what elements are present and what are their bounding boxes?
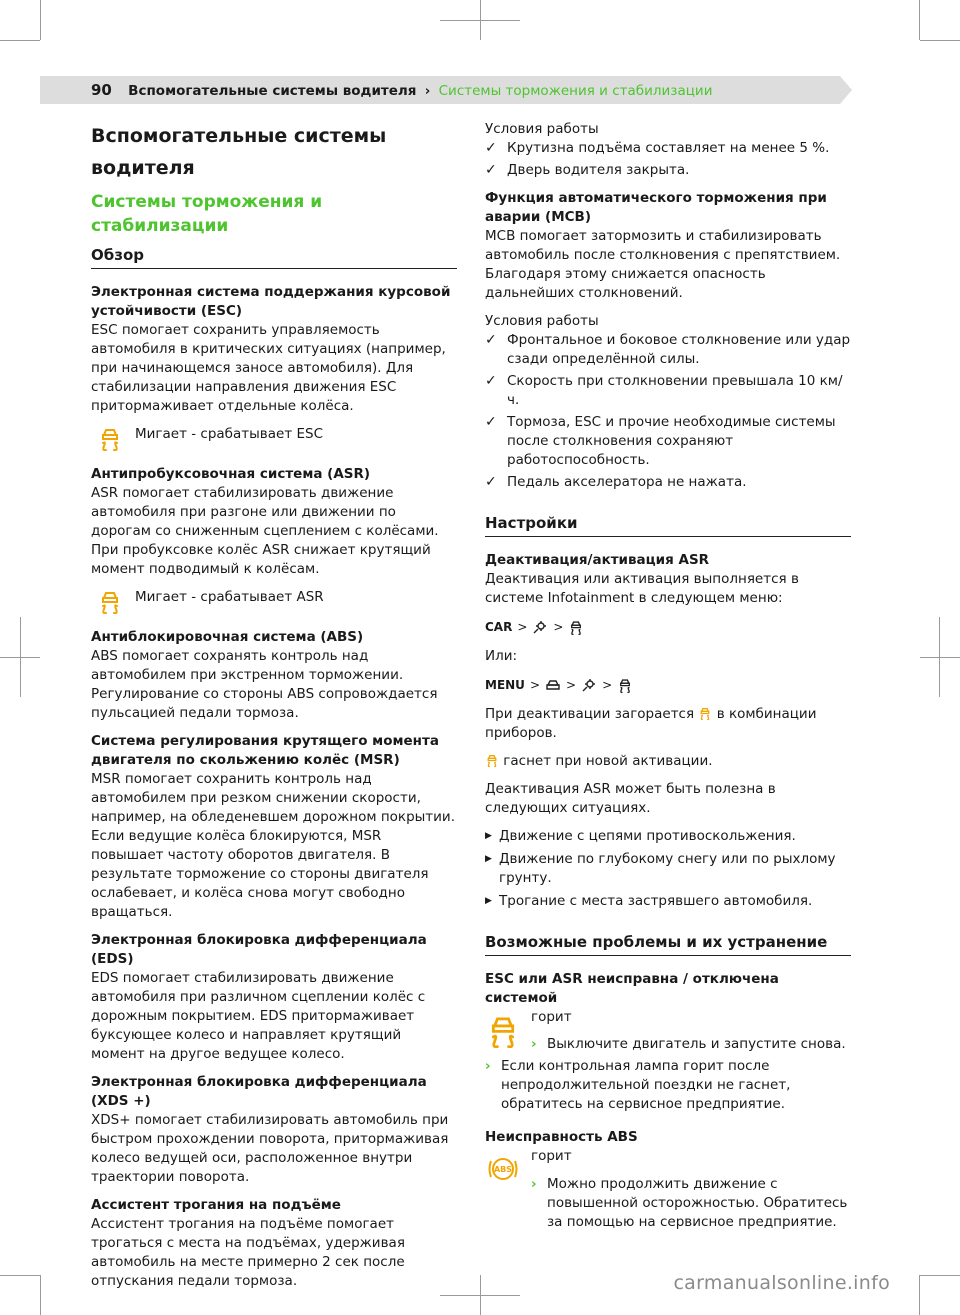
header-separator: › (424, 83, 431, 99)
menu-path-car (485, 617, 851, 637)
eds-text: EDS помогает стабилизировать движение автомобиля при различном сцеплении колёс с дорожным покрытием. EDS притормаживает буксующее колесо и направляет крутящий момент на другое ведущее колесо. (91, 970, 426, 1062)
list-item: ✓ Крутизна подъёма составляет на менее 5 %. (485, 140, 830, 156)
xds-text: XDS+ помогает стабилизировать автомобиль при быстром прохождении поворота, притормаживая колесо ведущей оси, расположенное внутри траектории поворота. (91, 1112, 449, 1185)
chevron-right-icon: › (485, 1058, 491, 1074)
esc-warning (97, 425, 457, 451)
troubleshooting-heading: Возможные проблемы и их устранение (485, 933, 851, 956)
list-item: ✓ Фронтальное и боковое столкновение или удар сзади определённой силы. (485, 332, 851, 367)
msr-block (91, 732, 457, 922)
esc-text: ESC помогает сохранить управляемость автомобиля в критических ситуациях (например, при начинающемся заносе автомобиля). Для стабилизации направления движения ESC притормаживает отдельные колёса. (91, 322, 446, 414)
crop-mark (919, 1275, 920, 1315)
useful-text: Деактивация ASR может быть полезна в следующих ситуациях. (485, 781, 776, 816)
eds-title: Электронная блокировка дифференциала (EDS) (91, 932, 427, 967)
list-item: ✓ Дверь водителя закрыта. (485, 162, 690, 178)
msr-title: Система регулирования крутящего момента двигателя по скольжению колёс (MSR) (91, 733, 439, 768)
car-icon (545, 677, 561, 693)
trouble-status: горит (531, 1148, 572, 1164)
crop-mark (920, 657, 960, 658)
triangle-bullet-icon: ▶ (485, 854, 492, 864)
conditions-label: Условия работы (485, 121, 599, 137)
crop-mark (0, 1275, 40, 1276)
abs-block (91, 628, 457, 723)
path-arrow: > (566, 677, 577, 692)
abs-title: Антиблокировочная система (ABS) (91, 629, 364, 645)
check-icon: ✓ (485, 414, 497, 430)
header-section: Системы торможения и стабилизации (438, 83, 713, 99)
esc-title: Электронная система поддержания курсовой устойчивости (ESC) (91, 284, 451, 319)
left-column (91, 120, 457, 1300)
crop-mark (20, 617, 21, 697)
mcb-block (485, 189, 851, 303)
asr-text: ASR помогает стабилизировать движение автомобиля при разгоне или движении по дорогам со сниженным сцеплением с колёсами. При пробуксовке колёс ASR снижает крутящий момент подводимый к колёсам. (91, 485, 439, 577)
check-icon: ✓ (485, 162, 497, 178)
path-arrow: > (602, 677, 613, 692)
skid-car-icon (97, 425, 123, 451)
lamp-on-text: При деактивации загорается в комбинации приборов. (485, 706, 817, 741)
triangle-bullet-icon: ▶ (485, 896, 492, 906)
hill-start-block (91, 1196, 457, 1291)
lamp-off-text: гаснет при новой активации. (485, 752, 851, 771)
mcb-title: Функция автоматического торможения при аварии (MCB) (485, 190, 827, 225)
running-header (91, 76, 712, 104)
skid-car-icon (97, 588, 123, 614)
xds-title: Электронная блокировка дифференциала (XDS +) (91, 1074, 427, 1109)
crop-mark (0, 40, 40, 41)
watermark-url: carmanualsonline.info (673, 1272, 890, 1294)
trouble-abs-title: Неисправность ABS (485, 1129, 638, 1145)
trouble-abs (485, 1128, 851, 1232)
path-arrow: > (517, 619, 528, 634)
trouble-status: горит (531, 1009, 572, 1025)
page-number: 90 (91, 81, 112, 99)
hill-start-text: Ассистент трогания на подъёме помогает трогаться с места на подъёмах, удерживая автомобиль на месте примерно 2 сек после отпускания педали тормоза. (91, 1216, 405, 1289)
path-arrow: > (529, 677, 540, 692)
list-item: ▶ Движение по глубокому снегу или по рыхлому грунту. (485, 851, 836, 886)
conditions-label: Условия работы (485, 313, 599, 329)
list-item: ✓ Тормоза, ESC и прочие необходимые системы после столкновения сохраняют работоспособность. (485, 414, 836, 468)
page-title: Вспомогательные системы водителя (91, 125, 387, 179)
conditions-list (485, 139, 851, 180)
eds-block (91, 931, 457, 1064)
asr-title: Антипробуксовочная система (ASR) (91, 466, 371, 482)
esc-off-icon (698, 706, 712, 720)
situations-list (485, 827, 851, 911)
list-item: ✓ Скорость при столкновении превышала 10 км/ч. (485, 373, 843, 408)
esc-block (91, 283, 457, 416)
path-arrow: > (553, 619, 564, 634)
crop-mark (480, 1275, 481, 1315)
asr-warning-text: Мигает - срабатывает ASR (135, 589, 324, 605)
action-item: › Можно продолжить движение с повышенной осторожностью. Обратитесь за помощью на сервисное предприятие. (531, 1176, 848, 1230)
or-label: Или: (485, 648, 518, 664)
list-item: ✓ Педаль акселератора не нажата. (485, 474, 747, 490)
menu-label: MENU (485, 677, 525, 692)
assist-gear-icon (532, 619, 548, 635)
deactivation-block (485, 551, 851, 608)
msr-text: MSR помогает сохранить контроль над автомобилем при резком снижении скорости, например, на обледеневшем дорожном покрытии. Если ведущие колёса блокируются, MSR повышает частоту оборотов двигателя. В результате торможение со стороны двигателя ослабевает, и колёса снова могут свободно вращаться. (91, 771, 455, 920)
crop-mark (919, 0, 920, 40)
action-item: › Если контрольная лампа горит после непродолжительной поездки не гаснет, обратитесь на сервисное предприятие. (485, 1058, 791, 1112)
menu-path-menu (485, 675, 851, 695)
mcb-text: MCB помогает затормозить и стабилизировать автомобиль после столкновения с препятствием. Благодаря этому снижается опасность дальнейших столкновений. (485, 228, 841, 301)
abs-text: ABS помогает сохранять контроль над автомобилем при экстренном торможении. Регулирование со стороны ABS сопровождается пульсацией педали тормоза. (91, 648, 438, 721)
list-item: ▶ Движение с цепями противоскольжения. (485, 828, 796, 844)
chevron-right-icon: › (531, 1176, 537, 1192)
deactivation-title: Деактивация/активация ASR (485, 552, 710, 568)
crop-mark (40, 1275, 41, 1315)
skid-car-icon (568, 619, 584, 635)
esc-warning-text: Мигает - срабатывает ESC (135, 426, 324, 442)
esc-off-icon (485, 753, 499, 767)
svg-text:ABS: ABS (493, 1165, 513, 1174)
crop-mark (939, 617, 940, 697)
crop-mark (40, 0, 41, 40)
chevron-right-icon: › (531, 1036, 537, 1052)
assist-gear-icon (581, 677, 597, 693)
conditions-list (485, 331, 851, 492)
check-icon: ✓ (485, 332, 497, 348)
deactivation-text: Деактивация или активация выполняется в системе Infotainment в следующем меню: (485, 571, 799, 606)
crop-mark (480, 0, 481, 40)
section-title: Системы торможения и стабилизации (91, 192, 323, 236)
right-column (485, 120, 851, 1241)
car-menu-label: CAR (485, 619, 513, 634)
trouble-esc-asr-title: ESC или ASR неисправна / отключена системой (485, 971, 779, 1006)
header-chapter: Вспомогательные системы водителя (128, 83, 417, 99)
list-item: ▶ Трогание с места застрявшего автомобиля. (485, 893, 813, 909)
settings-heading: Настройки (485, 514, 851, 537)
skid-car-icon (485, 1012, 521, 1048)
triangle-bullet-icon: ▶ (485, 831, 492, 841)
hill-start-title: Ассистент трогания на подъёме (91, 1197, 341, 1213)
trouble-esc-asr (485, 970, 851, 1114)
asr-block (91, 465, 457, 579)
crop-mark (920, 40, 960, 41)
check-icon: ✓ (485, 373, 497, 389)
abs-warning-icon (485, 1151, 521, 1187)
asr-warning (97, 588, 457, 614)
overview-heading: Обзор (91, 246, 457, 269)
xds-block (91, 1073, 457, 1187)
skid-car-icon (617, 677, 633, 693)
crop-mark (920, 1275, 960, 1276)
check-icon: ✓ (485, 140, 497, 156)
check-icon: ✓ (485, 474, 497, 490)
action-item: › Выключите двигатель и запустите снова. (531, 1036, 846, 1052)
